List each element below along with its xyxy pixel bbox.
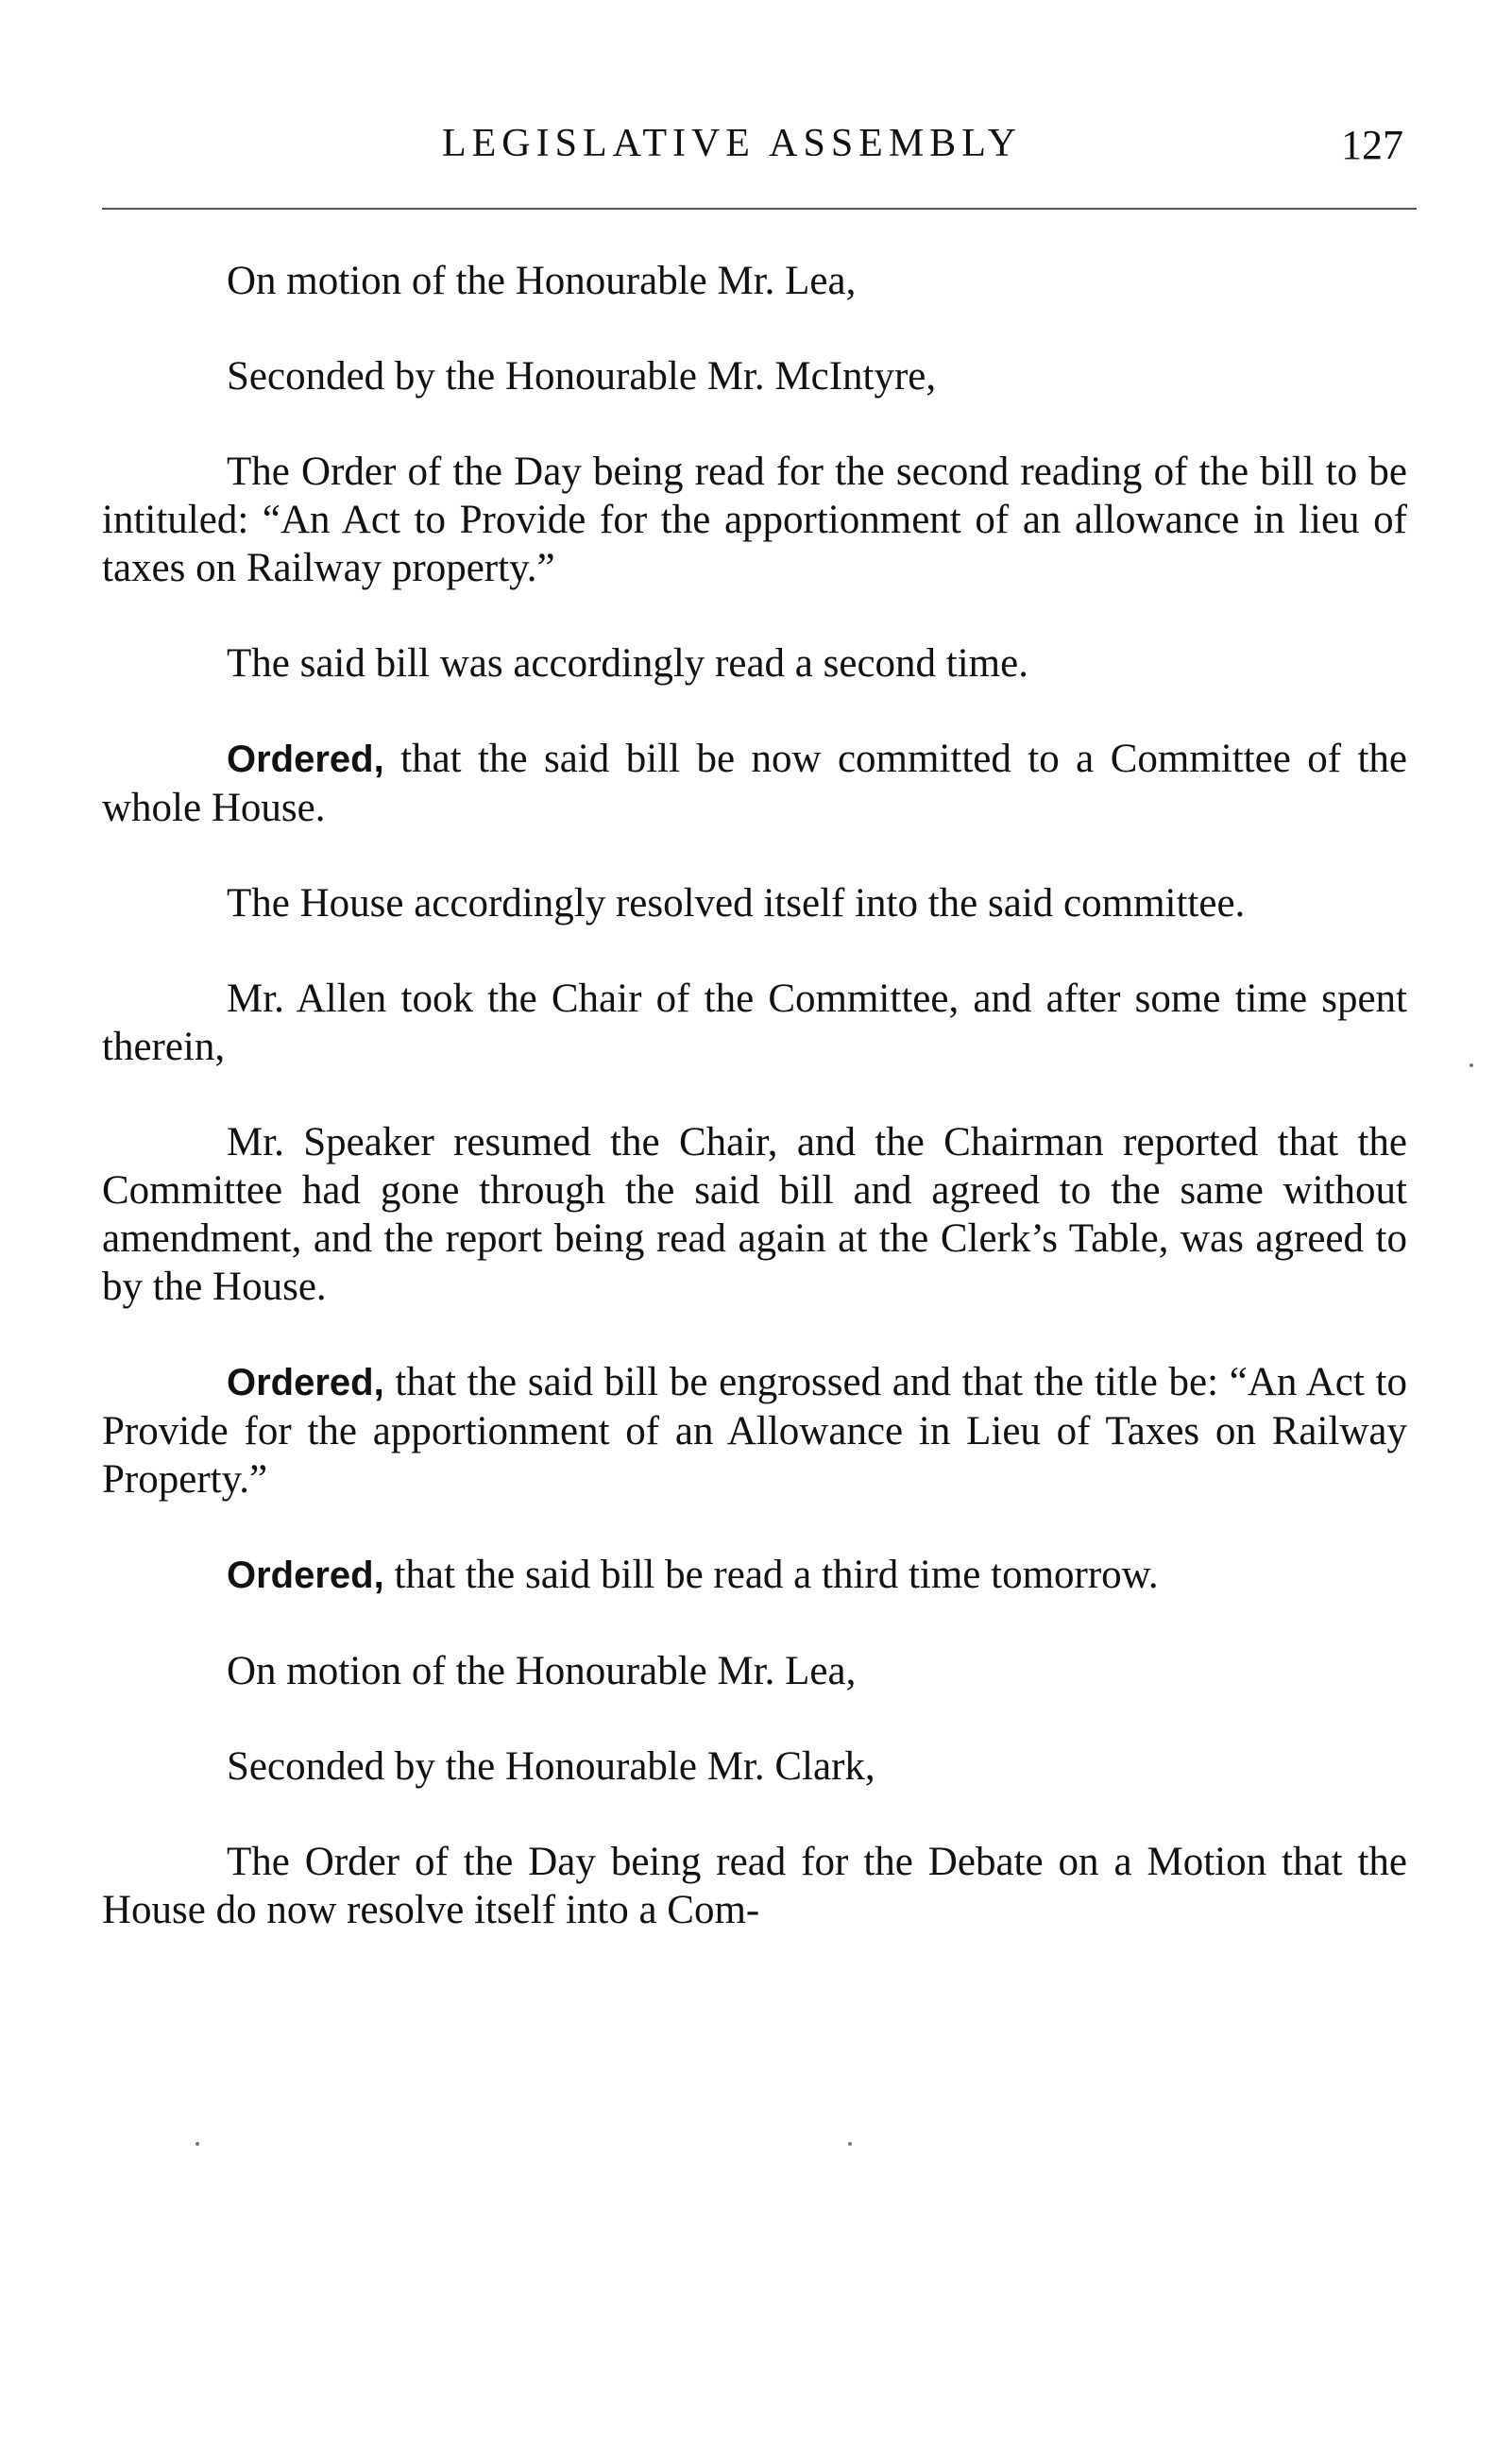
paragraph-chair-taken (102, 975, 1407, 1071)
page-header (102, 121, 1417, 187)
paragraph-ordered-third-reading (102, 1551, 1407, 1600)
print-speck (195, 2142, 199, 2146)
header-rule (102, 208, 1417, 210)
ordered-lead: Ordered, (227, 1555, 384, 1596)
paragraph-text: Mr. Speaker resumed the Chair, and the Chairman reported that the Committee had gone through the said bill and agreed to the same without amendment, and the report being read again at the Clerk’s Table, was agreed to by the House. (102, 1120, 1407, 1309)
print-speck (848, 2142, 852, 2146)
ordered-lead: Ordered, (227, 1362, 384, 1403)
page-number: 127 (1341, 122, 1403, 168)
paragraph-text: that the said bill be engrossed and that the title be: “An Act to Provide for the apportionment of an Allowance in Lieu of Taxes on Railway Property.” (102, 1360, 1407, 1502)
paragraph-text: The House accordingly resolved itself into the said committee. (227, 881, 1246, 926)
paragraph-motion-seconder (102, 352, 1407, 400)
paragraph-motion-mover (102, 257, 1407, 305)
ordered-lead: Ordered, (227, 739, 384, 780)
paragraph-text: that the said bill be now committed to a Committee of the whole House. (102, 737, 1407, 830)
paragraph-house-resolved (102, 879, 1407, 927)
running-title: LEGISLATIVE ASSEMBLY (442, 122, 1022, 165)
paragraph-text: Mr. Allen took the Chair of the Committee, and after some time spent therein, (102, 977, 1407, 1069)
paragraph-text: On motion of the Honourable Mr. Lea, (227, 259, 857, 303)
paragraph-text: that the said bill be read a third time tomorrow. (383, 1553, 1159, 1597)
paragraph-ordered-committed (102, 735, 1407, 832)
paragraph-speaker-resumed (102, 1118, 1407, 1311)
paragraph-motion-mover-2 (102, 1647, 1407, 1695)
paragraph-text: The said bill was accordingly read a second time. (227, 641, 1028, 686)
body-text (102, 257, 1407, 1981)
paragraph-order-debate (102, 1838, 1407, 1934)
paragraph-text: On motion of the Honourable Mr. Lea, (227, 1649, 857, 1693)
paragraph-second-reading (102, 639, 1407, 688)
paragraph-text: The Order of the Day being read for the second reading of the bill to be intituled: “An Act to Provide for the apportionment of an allowance in lieu of taxes on Railway property.” (102, 450, 1407, 590)
paragraph-order-of-day (102, 448, 1407, 592)
paragraph-text: The Order of the Day being read for the Debate on a Motion that the House do now resolve itself into a Com- (102, 1840, 1407, 1932)
paragraph-motion-seconder-2 (102, 1742, 1407, 1791)
paragraph-text: Seconded by the Honourable Mr. Clark, (227, 1744, 875, 1789)
print-speck (1470, 1063, 1473, 1067)
paragraph-text: Seconded by the Honourable Mr. McIntyre, (227, 354, 937, 399)
paragraph-ordered-engrossed (102, 1358, 1407, 1504)
